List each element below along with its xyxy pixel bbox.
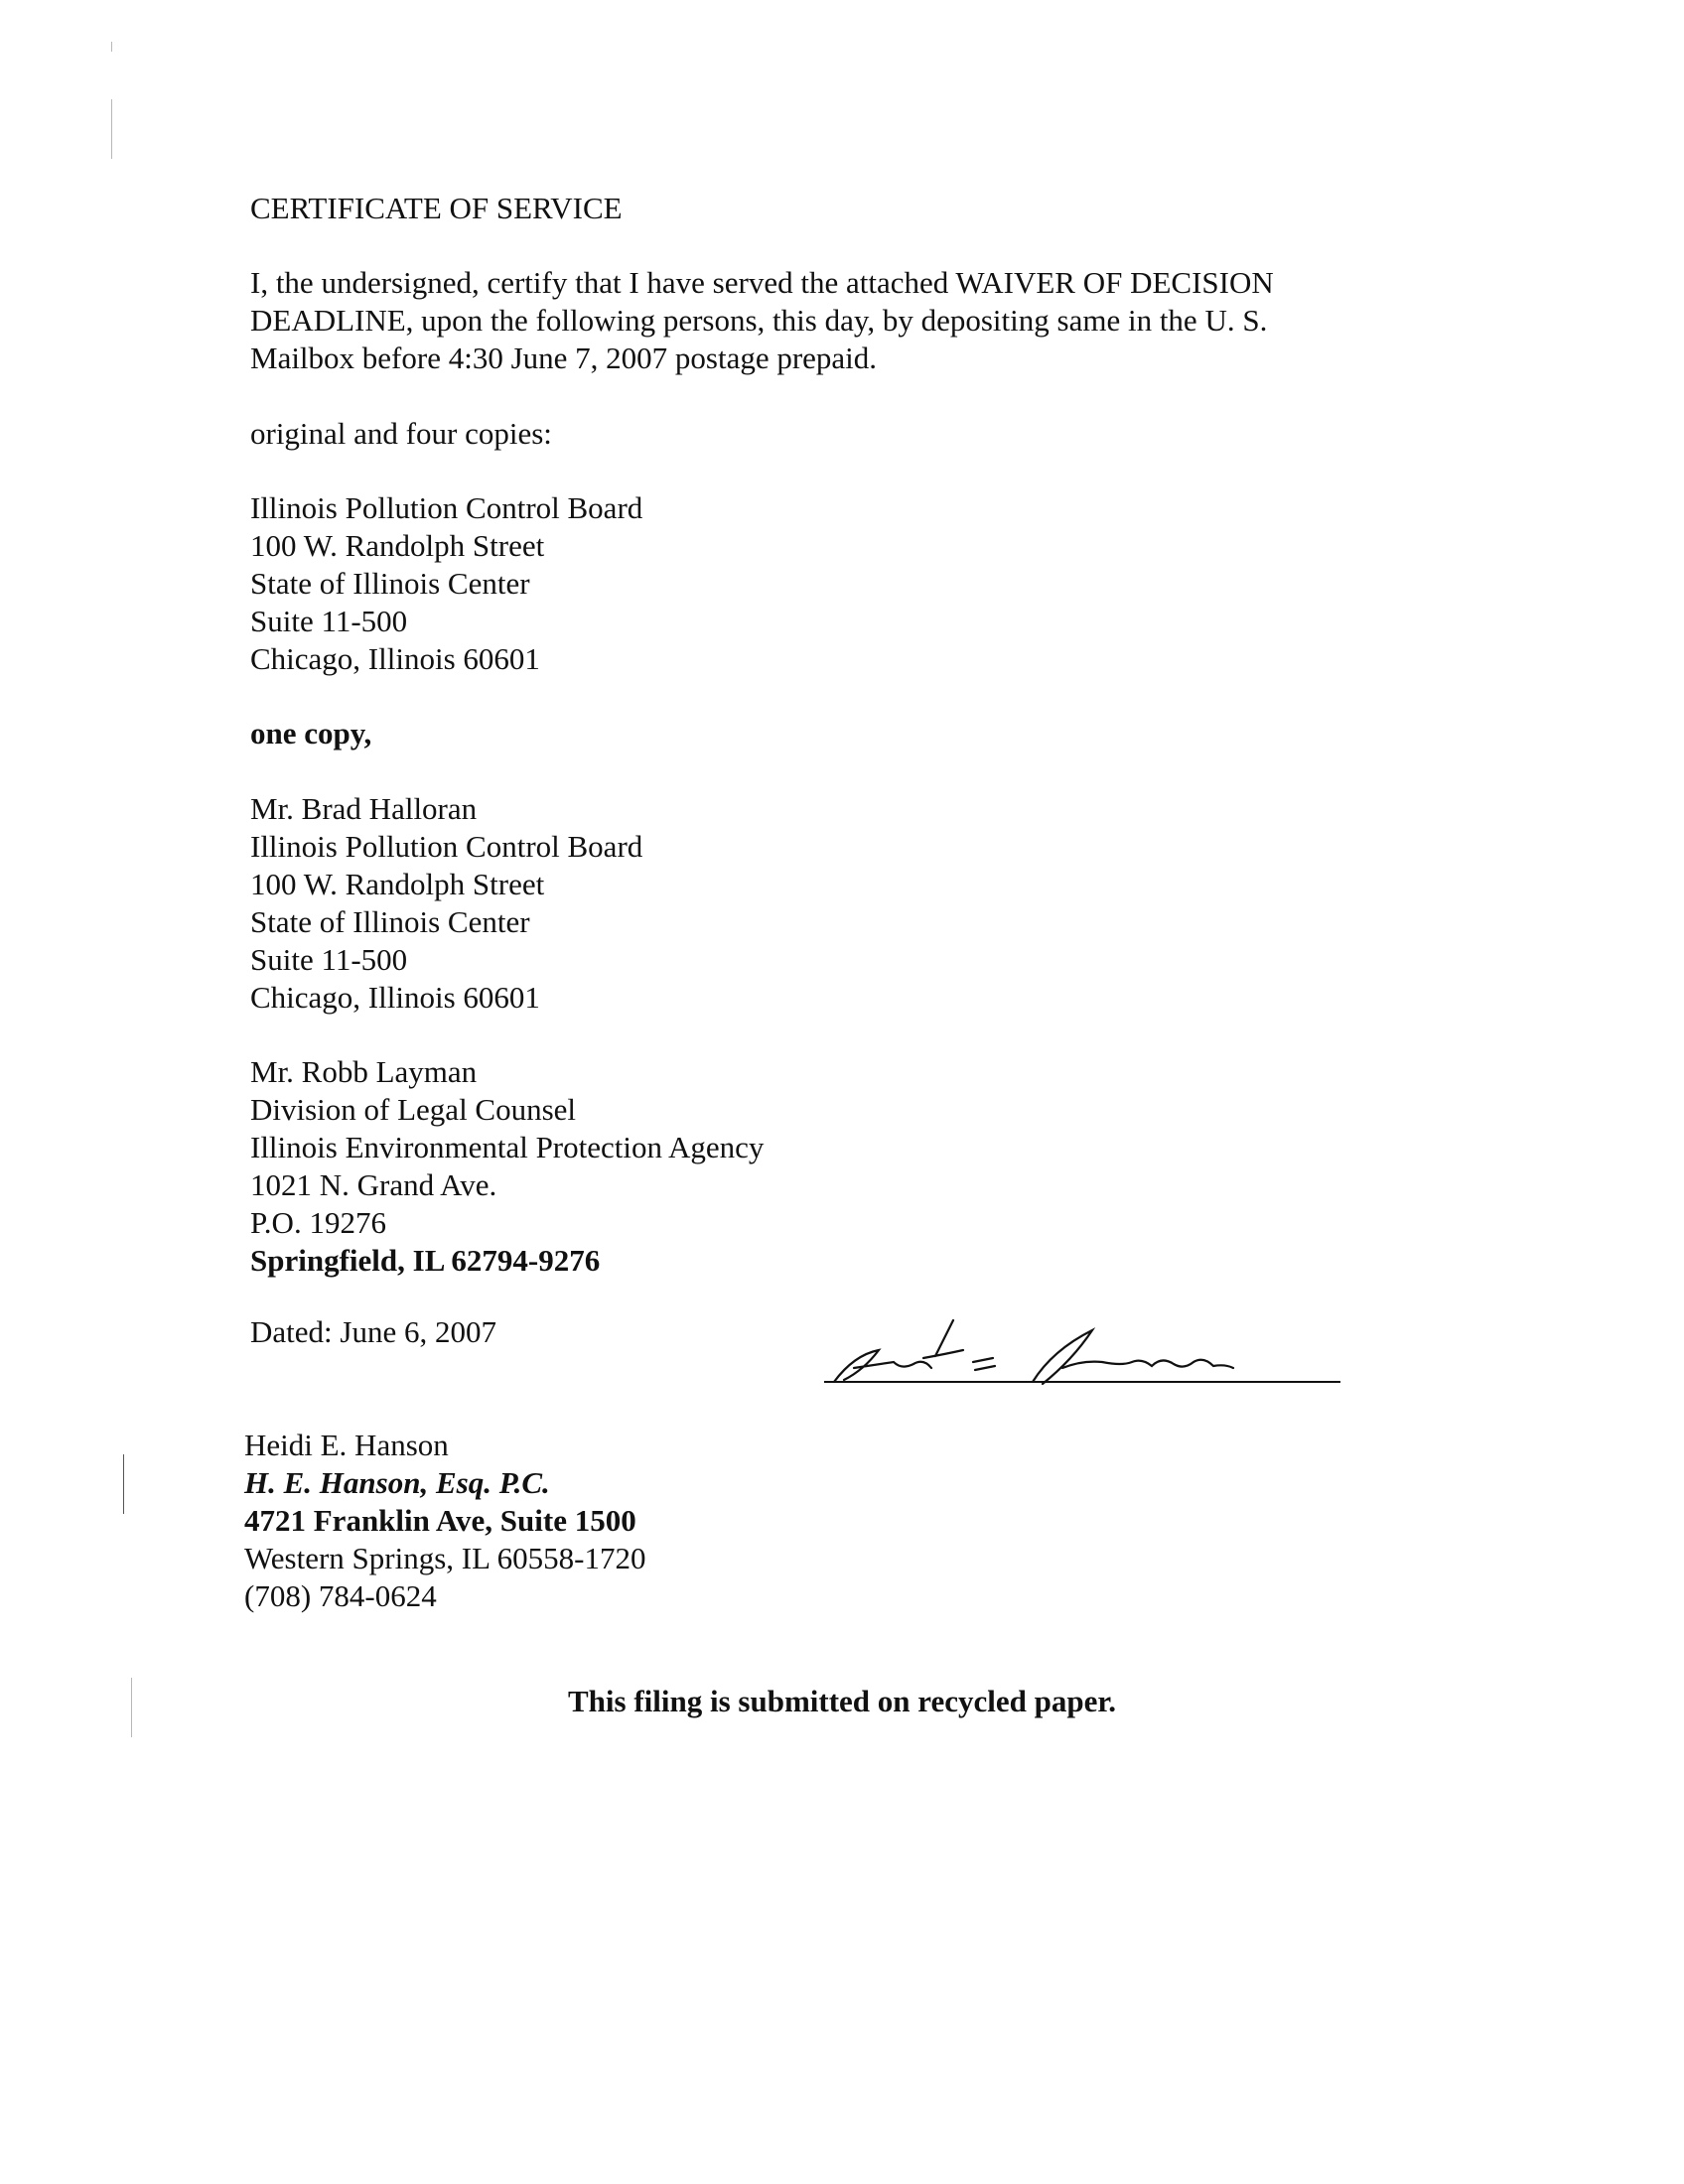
signer-city: Western Springs, IL 60558-1720	[244, 1541, 646, 1575]
layman-address	[250, 1053, 764, 1280]
address-line: State of Illinois Center	[250, 904, 530, 939]
recycled-paper-note: This filing is submitted on recycled paper.	[568, 1684, 1117, 1718]
signer-phone: (708) 784-0624	[244, 1578, 437, 1613]
address-line: Division of Legal Counsel	[250, 1092, 577, 1127]
dated-line: Dated: June 6, 2007	[250, 1314, 496, 1349]
address-line: 100 W. Randolph Street	[250, 867, 545, 901]
signer-name: Heidi E. Hanson	[244, 1428, 449, 1462]
signer-firm: H. E. Hanson, Esq. P.C.	[244, 1465, 550, 1500]
address-line: Mr. Brad Halloran	[250, 791, 478, 826]
address-line: Springfield, IL 62794-9276	[250, 1243, 601, 1278]
board-address	[250, 489, 642, 678]
certification-line: Mailbox before 4:30 June 7, 2007 postage prepaid.	[250, 341, 878, 375]
handwritten-signature	[824, 1300, 1340, 1400]
address-line: Chicago, Illinois 60601	[250, 641, 540, 676]
address-line: Suite 11-500	[250, 604, 408, 638]
signature-stroke	[834, 1320, 995, 1382]
signer-block	[244, 1427, 645, 1615]
halloran-address	[250, 790, 642, 1017]
signer-street: 4721 Franklin Ave, Suite 1500	[244, 1503, 636, 1538]
address-line: Illinois Pollution Control Board	[250, 829, 643, 864]
original-copies-label: original and four copies:	[250, 416, 552, 451]
certification-line: DEADLINE, upon the following persons, this day, by depositing same in the U. S.	[250, 303, 1268, 338]
scan-mark	[131, 1678, 132, 1737]
address-line: State of Illinois Center	[250, 566, 530, 601]
scan-mark	[111, 42, 112, 52]
certificate-title: CERTIFICATE OF SERVICE	[250, 191, 623, 225]
address-line: Illinois Environmental Protection Agency	[250, 1130, 765, 1164]
address-line: 100 W. Randolph Street	[250, 528, 545, 563]
one-copy-label: one copy,	[250, 716, 372, 751]
address-line: 1021 N. Grand Ave.	[250, 1167, 497, 1202]
address-line: Chicago, Illinois 60601	[250, 980, 540, 1015]
address-line: Illinois Pollution Control Board	[250, 490, 643, 525]
address-line: Mr. Robb Layman	[250, 1054, 478, 1089]
certification-paragraph	[250, 264, 1274, 377]
scan-mark	[111, 99, 112, 159]
signature-stroke	[1033, 1330, 1233, 1384]
address-line: Suite 11-500	[250, 942, 408, 977]
address-line: P.O. 19276	[250, 1205, 386, 1240]
scan-mark	[123, 1454, 124, 1514]
certification-line: I, the undersigned, certify that I have served the attached WAIVER OF DECISION	[250, 265, 1274, 300]
